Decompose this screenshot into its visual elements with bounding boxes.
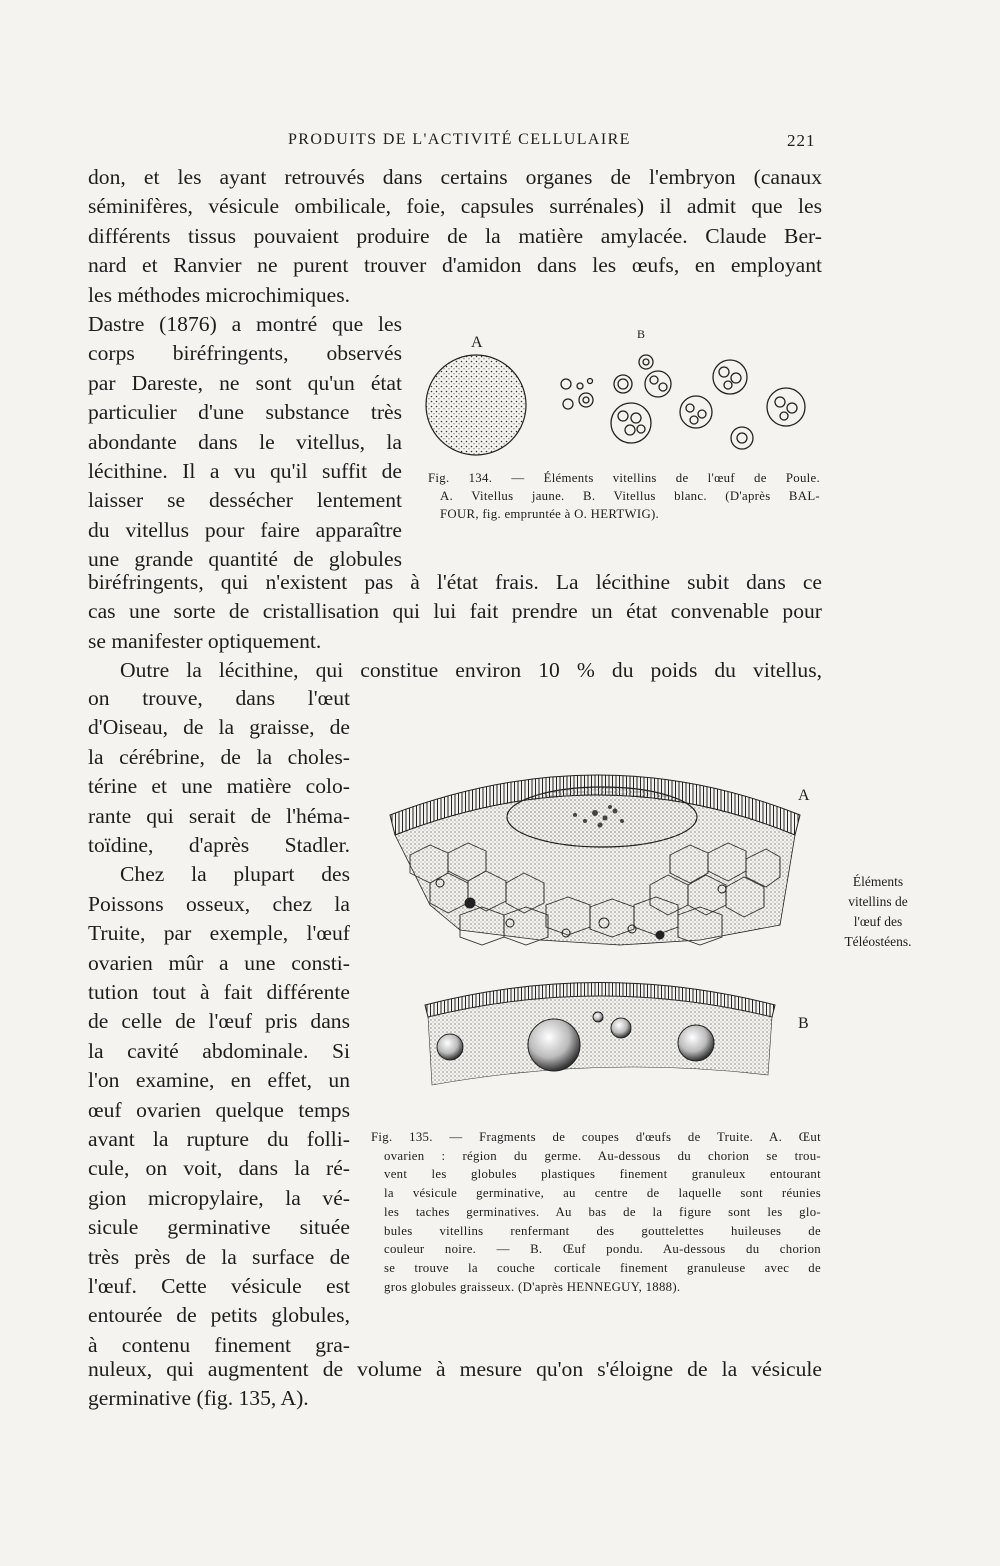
body-mid-line: cas une sorte de cristallisation qui lui fait prendre un état convenable pour (88, 599, 822, 624)
body-left2-line: d'Oiseau, de la graisse, de (88, 715, 350, 740)
body-left1-line: lécithine. Il a vu qu'il suffit de (88, 459, 402, 483)
body-left2-line: térine et une matière colo- (88, 774, 350, 799)
fig135-caption-line: ovarien : région du germe. Au-dessous du chorion se trou- (384, 1148, 821, 1163)
yellow-yolk-sphere (426, 355, 526, 455)
body-left1-line: corps biréfringents, observés (88, 341, 402, 366)
fig134-caption-line: Fig. 134. — Éléments vitellins de l'œuf de Poule. (428, 471, 820, 485)
body-left2-line: très près de la surface de (88, 1244, 350, 1269)
fig134-label-b: B (637, 327, 646, 341)
fig135-caption-line: vent les globules plastiques finement granuleux entourant (384, 1167, 821, 1182)
margin-note-line: Éléments (852, 874, 904, 889)
body-top-line: séminifères, vésicule ombilicale, foie, capsules surrénales) il admit que les (88, 194, 822, 219)
fig135-caption-line: la vésicule germinative, au centre de laquelle sont réunies (384, 1186, 821, 1201)
fig134-label-a: A (471, 334, 483, 351)
fig135-illustration (370, 755, 830, 1100)
margin-note (828, 872, 928, 952)
fig135-caption-line: bules vitellins renfermant des gouttelettes huileuses de (384, 1223, 821, 1238)
body-left2-line: de celle de l'œuf pris dans (88, 1009, 350, 1034)
white-yolk-globules (561, 355, 805, 449)
margin-note-line: vitellins de (848, 894, 908, 909)
body-left2-line: ovarien mûr a une consti- (88, 950, 350, 975)
margin-note-line: l'œuf des (853, 914, 903, 929)
body-left2-line: toïdine, d'après Stadler. (88, 833, 350, 857)
body-left2-line: avant la rupture du folli- (88, 1127, 350, 1151)
fig135-caption-line: couleur noire. — B. Œuf pondu. Au-dessous du chorion (384, 1242, 821, 1257)
body-left1-line: par Dareste, ne sont qu'un état (88, 370, 402, 395)
page-number: 221 (787, 131, 816, 150)
body-left2-line: la cavité abdominale. Si (88, 1038, 350, 1063)
fig134-caption-line: A. Vitellus jaune. B. Vitellus blanc. (D'après BAL- (440, 489, 820, 503)
body-mid-line: Outre la lécithine, qui constitue environ 10 % du poids du vitellus, (120, 658, 822, 683)
fig134-caption-line: FOUR, fig. empruntée à O. HERTWIG). (440, 507, 660, 521)
fig135-caption-line: se trouve la couche corticale finement granuleuse avec de (384, 1260, 821, 1275)
fig135-caption-line: Fig. 135. — Fragments de coupes d'œufs de Truite. A. Œut (371, 1130, 821, 1144)
body-top-line: différents tissus pouvaient produire de la matière amylacée. Claude Ber- (88, 223, 822, 248)
body-left2-line: Poissons osseux, chez la (88, 891, 350, 916)
body-left1-line: abondante dans le vitellus, la (88, 429, 402, 454)
body-left2-line: sicule germinative située (88, 1215, 350, 1240)
body-left2-line: Truite, par exemple, l'œuf (88, 921, 350, 946)
body-left2-line: tution tout à fait différente (88, 980, 350, 1004)
body-top-line: les méthodes microchimiques. (88, 282, 351, 307)
body-top-line: don, et les ayant retrouvés dans certains organes de l'embryon (canaux (88, 165, 822, 189)
body-left2-line: la cérébrine, de la choles- (88, 744, 350, 769)
body-left1-line: laisser se dessécher lentement (88, 488, 402, 513)
body-left1-line: particulier d'une substance très (88, 400, 402, 425)
body-left1-line: Dastre (1876) a montré que les (88, 312, 402, 336)
fig135-label-a: A (798, 787, 810, 804)
body-mid-line: biréfringents, qui n'existent pas à l'état frais. La lécithine subit dans ce (88, 570, 822, 594)
germinal-vesicle (507, 787, 697, 847)
body-bottom-line: germinative (fig. 135, A). (88, 1386, 309, 1411)
figure-135 (370, 755, 830, 1100)
body-left2-line: l'on examine, en effet, un (88, 1068, 350, 1093)
body-top-line: nard et Ranvier ne purent trouver d'amidon dans les œufs, en employant (88, 253, 822, 278)
body-left2-line: à contenu finement gra- (88, 1332, 350, 1357)
fig135-caption-line: les taches germinatives. Au bas de la figure sont les glo- (384, 1204, 821, 1219)
body-left2-line: entourée de petits globules, (88, 1303, 350, 1328)
running-header: PRODUITS DE L'ACTIVITÉ CELLULAIRE (288, 131, 631, 148)
body-mid-line: se manifester optiquement. (88, 628, 322, 653)
body-left1-line: une grande quantité de globules (88, 547, 402, 572)
body-left2-line: on trouve, dans l'œut (88, 686, 350, 710)
body-left2-line: Chez la plupart des (120, 862, 350, 887)
body-left2-line: gion micropylaire, la vé- (88, 1185, 350, 1210)
body-left1-line: du vitellus pour faire apparaître (88, 517, 402, 542)
body-left2-line: rante qui serait de l'héma- (88, 803, 350, 828)
fig135-label-b: B (798, 1015, 809, 1032)
margin-note-line: Téléostéens. (844, 934, 912, 949)
body-left2-line: l'œuf. Cette vésicule est (88, 1274, 350, 1298)
body-bottom-line: nuleux, qui augmentent de volume à mesure qu'on s'éloigne de la vésicule (88, 1357, 822, 1381)
fig135-caption-line: gros globules graisseux. (D'après HENNEGUY, 1888). (384, 1279, 681, 1294)
body-left2-line: œuf ovarien quelque temps (88, 1097, 350, 1122)
body-left2-line: cule, on voit, dans la ré- (88, 1156, 350, 1181)
figure-134 (420, 327, 830, 460)
